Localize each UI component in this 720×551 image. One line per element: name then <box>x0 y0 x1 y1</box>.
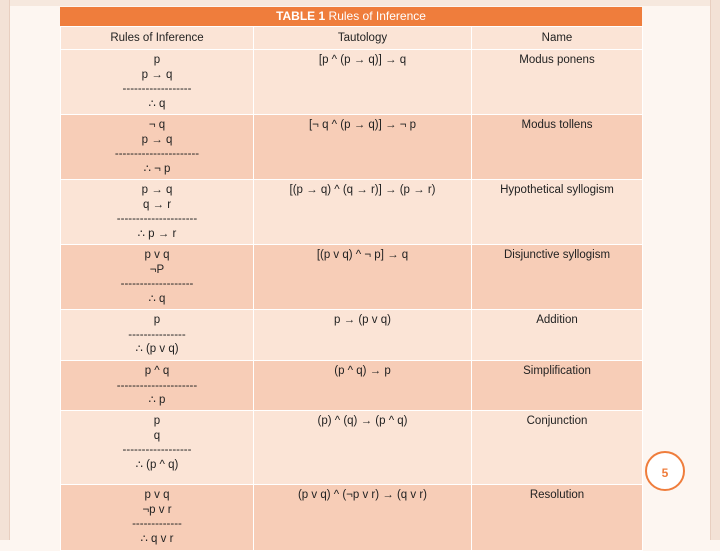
header-rules: Rules of Inference <box>61 27 254 50</box>
rule-cell <box>61 115 254 180</box>
rule-line: p <box>153 54 161 66</box>
tautology-cell: p → (p v q) <box>254 310 472 361</box>
header-name: Name <box>472 27 643 50</box>
rule-name-cell: Conjunction <box>472 411 643 485</box>
rule-cell <box>61 245 254 310</box>
rule-line: ∴ (p ^ q) <box>135 458 179 471</box>
rule-line: ------------------ <box>122 83 192 95</box>
rule-line: ∴ (p v q) <box>135 343 179 355</box>
slide-right-border <box>710 0 720 540</box>
rule-cell <box>61 485 254 551</box>
rule-cell <box>61 411 254 485</box>
rule-line: ¬P <box>149 263 165 276</box>
rule-cell <box>61 310 254 361</box>
rule-line: p → q <box>141 184 173 196</box>
rule-line: p v q <box>144 249 170 261</box>
rule-name-cell: Addition <box>472 310 643 361</box>
tautology-cell: [¬ q ^ (p → q)] → ¬ p <box>254 115 472 180</box>
caption-title: Rules of Inference <box>328 9 426 23</box>
rule-line: ∴ q <box>148 292 166 305</box>
table-row <box>61 50 643 115</box>
rule-line: ---------------------- <box>114 148 200 160</box>
rule-line: q → r <box>142 198 172 211</box>
slide-top-border <box>0 0 720 6</box>
rule-name-cell: Modus tollens <box>472 115 643 180</box>
tautology-cell: (p ^ q) → p <box>254 361 472 411</box>
tautology-cell: [(p v q) ^ ¬ p] → q <box>254 245 472 310</box>
rule-name-cell: Hypothetical syllogism <box>472 180 643 245</box>
rule-line: ¬ q <box>148 119 166 131</box>
table-row <box>61 180 643 245</box>
table-row <box>61 485 643 551</box>
table-row <box>61 245 643 310</box>
rule-line: ∴ p → r <box>137 227 177 240</box>
rule-name-cell: Simplification <box>472 361 643 411</box>
rule-line: ------------------- <box>120 278 194 290</box>
rule-line: ∴ q v r <box>140 532 174 545</box>
rule-name-cell: Resolution <box>472 485 643 551</box>
page-number-badge: 5 <box>645 451 685 491</box>
table-row <box>61 361 643 411</box>
rule-cell <box>61 50 254 115</box>
rule-cell <box>61 180 254 245</box>
rule-line: p → q <box>141 133 173 146</box>
tautology-cell: (p v q) ^ (¬p v r) → (q v r) <box>254 485 472 551</box>
rule-line: ¬p v r <box>142 503 172 516</box>
rule-line: ------------- <box>132 518 182 530</box>
rule-name-cell: Disjunctive syllogism <box>472 245 643 310</box>
rule-line: p → q <box>141 68 173 81</box>
rule-cell <box>61 361 254 411</box>
rule-line: --------------- <box>128 328 186 341</box>
rule-line: ∴ p <box>148 394 166 406</box>
rule-line: ------------------ <box>122 444 192 456</box>
rule-line: ∴ ¬ p <box>143 162 171 175</box>
tautology-cell: (p) ^ (q) → (p ^ q) <box>254 411 472 485</box>
rule-line: q <box>153 429 161 442</box>
rule-name-cell: Modus ponens <box>472 50 643 115</box>
inference-table <box>60 26 643 551</box>
rule-line: p ^ q <box>144 365 170 377</box>
table-row <box>61 411 643 485</box>
table-row <box>61 310 643 361</box>
table-row <box>61 115 643 180</box>
slide-left-border <box>0 0 10 540</box>
table-caption <box>60 7 642 26</box>
table-header-row <box>61 27 643 50</box>
header-tautology: Tautology <box>254 27 472 50</box>
tautology-cell: [(p → q) ^ (q → r)] → (p → r) <box>254 180 472 245</box>
rules-of-inference-table <box>60 7 642 551</box>
rule-line: ∴ q <box>148 97 166 110</box>
rule-line: --------------------- <box>116 213 198 225</box>
rule-line: p <box>153 314 161 326</box>
caption-label: TABLE 1 <box>276 9 326 23</box>
tautology-cell: [p ^ (p → q)] → q <box>254 50 472 115</box>
rule-line: p <box>153 415 161 427</box>
rule-line: p v q <box>144 489 170 501</box>
rule-line: --------------------- <box>116 379 198 392</box>
